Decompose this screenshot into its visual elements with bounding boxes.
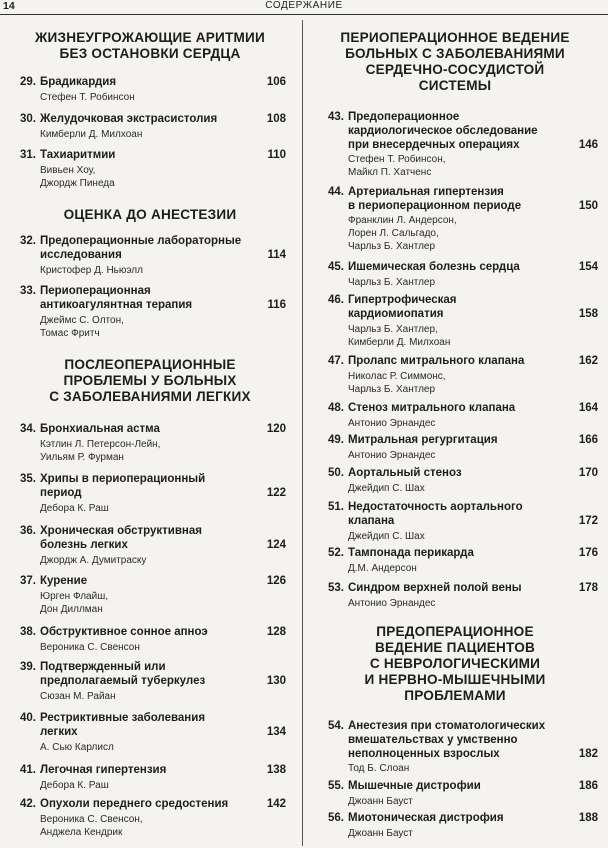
chapter-title: Обструктивное сонное апноэ (40, 626, 208, 638)
page-ref: 178 (578, 582, 598, 594)
chapter-authors: Чарльз Б. Хантлер, Кимберли Д. Милхоан (348, 324, 451, 348)
column-divider (302, 20, 303, 846)
chapter-number: 29. (20, 76, 36, 88)
chapter-authors: Антонио Эрнандес (348, 418, 436, 429)
chapter-title: Периоперационная антикоагулянтная терапия (40, 285, 193, 311)
chapter-title: Предоперационные лабораторные исследования (40, 235, 242, 261)
page-ref: 106 (266, 76, 286, 88)
page-ref: 164 (578, 402, 598, 414)
page-ref: 146 (578, 139, 598, 151)
chapter-number: 35. (20, 473, 36, 485)
chapter-number: 51. (328, 501, 344, 513)
chapter-authors: Сюзан М. Райан (40, 691, 116, 702)
section-heading: ПОСЛЕОПЕРАЦИОННЫЕ ПРОБЛЕМЫ У БОЛЬНЫХ С ЗАБОЛЕВАНИЯМИ ЛЕГКИХ (49, 357, 251, 404)
chapter-number: 46. (328, 294, 344, 306)
chapter-title: Опухоли переднего средостения (40, 798, 229, 810)
chapter-authors: Д.М. Андерсон (348, 563, 417, 574)
chapter-title: Предоперационное кардиологическое обследование при внесердечных операциях (348, 111, 538, 151)
page-ref: 166 (578, 434, 598, 446)
page-ref: 134 (266, 726, 286, 738)
chapter-number: 40. (20, 712, 36, 724)
chapter-title: Миотоническая дистрофия (348, 812, 504, 824)
page-ref: 186 (578, 780, 598, 792)
page-ref: 116 (267, 299, 286, 311)
chapter-number: 38. (20, 626, 36, 638)
chapter-number: 52. (328, 547, 344, 559)
chapter-authors: Тод Б. Слоан (348, 763, 410, 774)
page-ref: 110 (267, 149, 286, 161)
chapter-number: 36. (20, 525, 36, 537)
chapter-title: Ишемическая болезнь сердца (348, 261, 520, 273)
chapter-authors: Кимберли Д. Милхоан (40, 129, 143, 140)
chapter-authors: Кэтлин Л. Петерсон-Лейн, Уильям Р. Фурман (40, 439, 161, 463)
chapter-number: 54. (328, 720, 344, 732)
chapter-number: 42. (20, 798, 36, 810)
chapter-authors: Кристофер Д. Ньюэлл (40, 265, 143, 276)
chapter-number: 31. (20, 149, 36, 161)
chapter-authors: Джейдип С. Шах (348, 531, 425, 542)
chapter-number: 41. (20, 764, 36, 776)
running-header-title: СОДЕРЖАНИЕ (265, 0, 343, 11)
page-ref: 188 (578, 812, 598, 824)
chapter-title: Брадикардия (40, 76, 117, 88)
page-ref: 150 (578, 200, 598, 212)
chapter-number: 53. (328, 582, 344, 594)
chapter-title: Пролапс митрального клапана (348, 355, 525, 367)
chapter-title: Аортальный стеноз (348, 467, 462, 479)
chapter-authors: Николас Р. Симмонс, Чарльз Б. Хантлер (348, 371, 446, 395)
chapter-number: 56. (328, 812, 344, 824)
page-header (0, 0, 608, 15)
chapter-authors: Чарльз Б. Хантлер (348, 277, 436, 288)
page-ref: 182 (578, 748, 598, 760)
chapter-title: Тампонада перикарда (348, 547, 474, 559)
chapter-authors: Вероника С. Свенсон, Анджела Кендрик (40, 814, 143, 838)
section-heading: ПРЕДОПЕРАЦИОННОЕ ВЕДЕНИЕ ПАЦИЕНТОВ С НЕВРОЛОГИЧЕСКИМИ И НЕРВНО-МЫШЕЧНЫМИ ПРОБЛЕМАМИ (364, 624, 546, 703)
chapter-title: Стеноз митрального клапана (348, 402, 516, 414)
chapter-authors: Антонио Эрнандес (348, 450, 436, 461)
page-ref: 170 (578, 467, 598, 479)
chapter-authors: Джеймс С. Олтон, Томас Фритч (40, 315, 124, 339)
chapter-authors: Джейдип С. Шах (348, 483, 425, 494)
chapter-title: Бронхиальная астма (40, 423, 160, 435)
chapter-title: Рестриктивные заболевания легких (40, 712, 206, 738)
chapter-number: 48. (328, 402, 344, 414)
chapter-title: Хроническая обструктивная болезнь легких (40, 525, 202, 551)
chapter-authors: Дебора К. Раш (40, 503, 109, 514)
page-ref: 120 (266, 423, 286, 435)
page-ref: 128 (266, 626, 286, 638)
page-number: 14 (3, 0, 15, 12)
chapter-number: 45. (328, 261, 344, 273)
page-ref: 142 (266, 798, 286, 810)
chapter-title: Недостаточность аортального клапана (348, 501, 523, 527)
chapter-number: 37. (20, 575, 36, 587)
chapter-title: Мышечные дистрофии (348, 780, 481, 792)
page-ref: 176 (578, 547, 598, 559)
chapter-number: 50. (328, 467, 344, 479)
chapter-authors: А. Сью Карлисл (40, 742, 114, 753)
chapter-authors: Джордж А. Думитраску (40, 555, 147, 566)
chapter-number: 39. (20, 661, 36, 673)
section-heading: ЖИЗНЕУГРОЖАЮЩИЕ АРИТМИИ БЕЗ ОСТАНОВКИ СЕРДЦА (35, 30, 265, 61)
page-ref: 114 (267, 249, 286, 261)
chapter-authors: Франклин Л. Андерсон, Лорен Л. Сальгадо, Чарльз Б. Хантлер (348, 215, 457, 252)
chapter-authors: Стефен Т. Робинсон, Майкл П. Хатченс (348, 154, 446, 178)
chapter-title: Гипертрофическая кардиомиопатия (348, 294, 457, 320)
chapter-authors: Юрген Флайш, Дон Диллман (40, 591, 109, 615)
chapter-number: 30. (20, 113, 36, 125)
chapter-authors: Джоанн Бауст (348, 796, 413, 807)
chapter-authors: Стефен Т. Робинсон (40, 92, 135, 103)
chapter-title: Синдром верхней полой вены (348, 582, 522, 594)
chapter-number: 43. (328, 111, 344, 123)
chapter-title: Тахиаритмии (40, 149, 116, 161)
chapter-number: 44. (328, 186, 344, 198)
section-heading: ОЦЕНКА ДО АНЕСТЕЗИИ (63, 207, 237, 222)
page-ref: 158 (578, 308, 598, 320)
chapter-title: Митральная регургитация (348, 434, 498, 446)
chapter-number: 49. (328, 434, 344, 446)
page-ref: 108 (266, 113, 286, 125)
chapter-title: Подтвержденный или предполагаемый туберкулез (40, 661, 206, 687)
chapter-number: 55. (328, 780, 344, 792)
chapter-number: 47. (328, 355, 344, 367)
chapter-authors: Антонио Эрнандес (348, 598, 436, 609)
page-ref: 154 (578, 261, 598, 273)
chapter-authors: Дебора К. Раш (40, 780, 109, 791)
page-ref: 122 (266, 487, 286, 499)
section-heading: ПЕРИОПЕРАЦИОННОЕ ВЕДЕНИЕ БОЛЬНЫХ С ЗАБОЛЕВАНИЯМИ СЕРДЕЧНО-СОСУДИСТОЙ СИСТЕМЫ (340, 30, 570, 93)
page-ref: 138 (266, 764, 286, 776)
chapter-title: Хрипы в периоперационный период (40, 473, 206, 499)
chapter-title: Курение (40, 575, 88, 587)
page-ref: 172 (578, 515, 598, 527)
chapter-title: Анестезия при стоматологических вмешательствах у умственно неполноценных взрослых (348, 720, 546, 760)
chapter-number: 34. (20, 423, 36, 435)
chapter-title: Легочная гипертензия (40, 764, 167, 776)
chapter-number: 33. (20, 285, 36, 297)
page-ref: 162 (578, 355, 598, 367)
page-ref: 130 (266, 675, 286, 687)
page-ref: 124 (266, 539, 286, 551)
chapter-authors: Вероника С. Свенсон (40, 642, 140, 653)
page-ref: 126 (266, 575, 286, 587)
chapter-authors: Джоанн Бауст (348, 828, 413, 839)
chapter-authors: Вивьен Хоу, Джордж Пинеда (40, 165, 115, 189)
chapter-number: 32. (20, 235, 36, 247)
chapter-title: Артериальная гипертензия в периоперационном периоде (348, 186, 522, 212)
chapter-title: Желудочковая экстрасистолия (40, 113, 218, 125)
